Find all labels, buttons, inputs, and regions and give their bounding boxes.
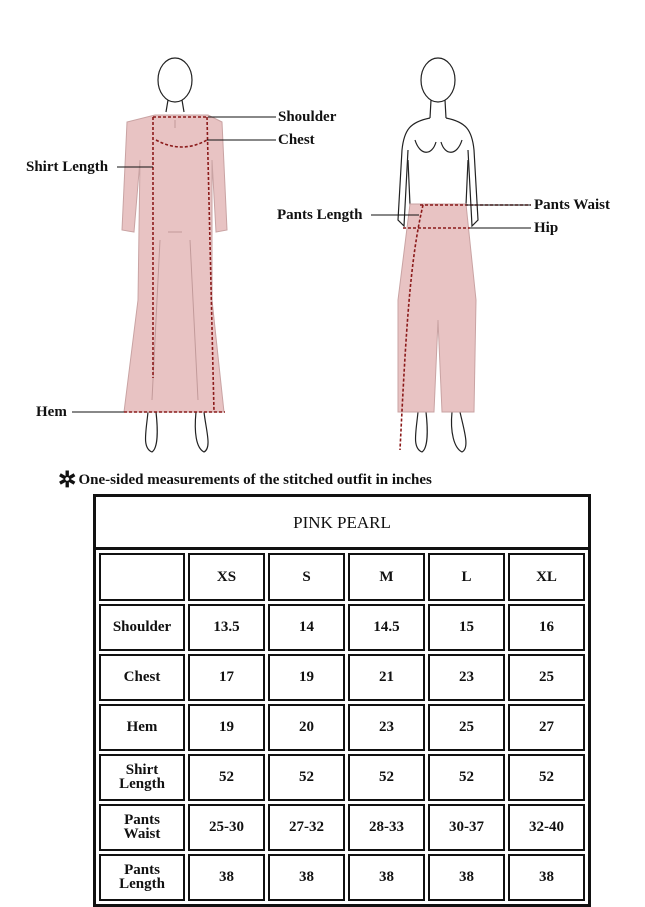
table-row-shirt-length xyxy=(99,754,585,801)
table-cell: 19 xyxy=(268,654,345,701)
table-cell: 28-33 xyxy=(348,804,425,851)
size-chart-table xyxy=(93,494,591,907)
measurement-note-text: One-sided measurements of the stitched outfit in inches xyxy=(78,472,432,488)
row-label: Pants Waist xyxy=(99,804,185,851)
row-label: Chest xyxy=(99,654,185,701)
pants-length-label: Pants Length xyxy=(277,207,363,223)
table-cell: 27-32 xyxy=(268,804,345,851)
table-cell: 52 xyxy=(348,754,425,801)
hem-label: Hem xyxy=(36,404,67,420)
size-header: XS xyxy=(188,553,265,601)
table-title: PINK PEARL xyxy=(96,497,588,550)
table-cell: 19 xyxy=(188,704,265,751)
table-cell: 20 xyxy=(268,704,345,751)
table-cell: 17 xyxy=(188,654,265,701)
row-label: Hem xyxy=(99,704,185,751)
table-cell: 52 xyxy=(268,754,345,801)
table-row-hem xyxy=(99,704,585,751)
asterisk-icon: ✲ xyxy=(58,467,77,492)
table-cell: 25-30 xyxy=(188,804,265,851)
size-header: S xyxy=(268,553,345,601)
table-cell: 27 xyxy=(508,704,585,751)
table-cell: 38 xyxy=(508,854,585,901)
table-cell: 25 xyxy=(428,704,505,751)
table-cell: 38 xyxy=(188,854,265,901)
row-label: Pants Length xyxy=(99,854,185,901)
table-row-pants-length xyxy=(99,854,585,901)
table-cell: 15 xyxy=(428,604,505,651)
size-grid xyxy=(96,550,588,904)
hip-label: Hip xyxy=(534,220,559,236)
table-cell: 14.5 xyxy=(348,604,425,651)
pants-waist-label: Pants Waist xyxy=(534,197,610,213)
table-cell: 38 xyxy=(268,854,345,901)
table-cell: 52 xyxy=(428,754,505,801)
table-cell: 32-40 xyxy=(508,804,585,851)
table-cell: 14 xyxy=(268,604,345,651)
size-header: XL xyxy=(508,553,585,601)
chest-label: Chest xyxy=(278,132,315,148)
table-cell: 21 xyxy=(348,654,425,701)
pants-garment xyxy=(398,204,476,412)
shirt-length-label: Shirt Length xyxy=(26,159,109,175)
corner-cell xyxy=(99,553,185,601)
table-cell: 25 xyxy=(508,654,585,701)
table-cell: 38 xyxy=(348,854,425,901)
table-cell: 52 xyxy=(188,754,265,801)
size-header-row xyxy=(99,553,585,601)
measurement-note xyxy=(58,467,432,493)
table-cell: 52 xyxy=(508,754,585,801)
table-cell: 13.5 xyxy=(188,604,265,651)
table-cell: 38 xyxy=(428,854,505,901)
row-label: Shirt Length xyxy=(99,754,185,801)
table-title-row xyxy=(96,497,588,550)
table-cell: 23 xyxy=(348,704,425,751)
table-cell: 30-37 xyxy=(428,804,505,851)
table-row-chest xyxy=(99,654,585,701)
row-label: Shoulder xyxy=(99,604,185,651)
size-header: M xyxy=(348,553,425,601)
table-row-shoulder xyxy=(99,604,585,651)
shoulder-label: Shoulder xyxy=(278,109,337,125)
size-header: L xyxy=(428,553,505,601)
table-cell: 16 xyxy=(508,604,585,651)
table-row-pants-waist xyxy=(99,804,585,851)
table-cell: 23 xyxy=(428,654,505,701)
